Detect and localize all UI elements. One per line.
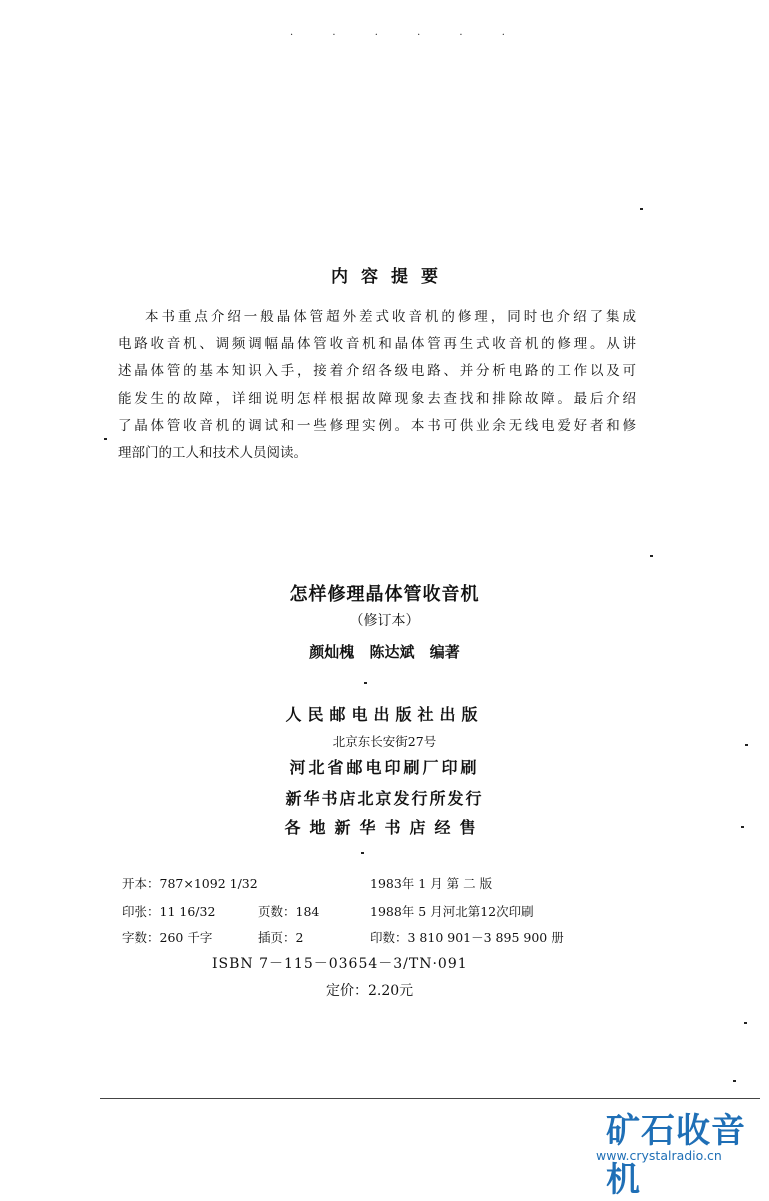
scan-speck bbox=[745, 744, 748, 746]
scan-speck bbox=[640, 208, 643, 210]
scan-speck bbox=[361, 852, 364, 854]
top-page-fragment: · · · · · · bbox=[290, 30, 523, 41]
book-title: 怎样修理晶体管收音机 bbox=[289, 584, 480, 605]
plates-spec: 插页：2 bbox=[258, 930, 304, 945]
summary-line: 本书重点介绍一般晶体管超外差式收音机的修理，同时也介绍了集成 bbox=[145, 309, 636, 325]
word-count-spec: 字数：260 千字 bbox=[122, 930, 213, 945]
summary-heading: 内容提要 bbox=[331, 267, 451, 287]
summary-line: 了晶体管收音机的调试和一些修理实例。本书可供业余无线电爱好者和修 bbox=[118, 417, 636, 434]
scan-speck bbox=[733, 1080, 736, 1082]
pages-spec: 页数：184 bbox=[258, 904, 320, 919]
print-date: 1988年 5 月河北第12次印刷 bbox=[370, 904, 534, 919]
scan-speck bbox=[744, 1022, 747, 1024]
scan-speck bbox=[741, 826, 744, 828]
edition-label: （修订本） bbox=[349, 613, 420, 629]
format-spec: 开本：787×1092 1/32 bbox=[122, 876, 258, 891]
scan-speck bbox=[104, 438, 107, 440]
summary-line: 电路收音机、调频调幅晶体管收音机和晶体管再生式收音机的修理。从讲 bbox=[118, 336, 636, 353]
authors-line: 颜灿槐 陈达斌 编著 bbox=[309, 643, 460, 661]
summary-line: 理部门的工人和技术人员阅读。 bbox=[118, 445, 307, 462]
watermark-url: www.crystalradio.cn bbox=[596, 1148, 722, 1163]
edition-date: 1983年 1 月 第 二 版 bbox=[370, 876, 493, 891]
price-line: 定价：2.20元 bbox=[326, 983, 414, 999]
watermark-site-name: 矿石收音机 bbox=[606, 1111, 746, 1200]
bottom-rule bbox=[100, 1098, 760, 1099]
distributor-line: 新华书店北京发行所发行 bbox=[285, 789, 484, 808]
publisher-line: 人民邮电出版社出版 bbox=[285, 705, 484, 724]
scan-speck bbox=[650, 555, 653, 557]
printer-line: 河北省邮电印刷厂印刷 bbox=[289, 758, 480, 777]
summary-body bbox=[118, 304, 636, 467]
seller-line: 各地新华书店经售 bbox=[284, 818, 485, 837]
scan-speck bbox=[364, 682, 367, 684]
publisher-address: 北京东长安街27号 bbox=[332, 734, 437, 749]
summary-line: 能发生的故障，详细说明怎样根据故障现象去查找和排除故障。最后介绍 bbox=[118, 390, 636, 407]
isbn-line: ISBN 7－115－03654－3/TN·091 bbox=[212, 956, 468, 972]
summary-line: 述晶体管的基本知识入手，接着介绍各级电路、并分析电路的工作以及可 bbox=[118, 363, 636, 380]
sheets-spec: 印张：11 16/32 bbox=[122, 904, 216, 919]
print-run-spec: 印数：3 810 901－3 895 900 册 bbox=[370, 930, 564, 945]
